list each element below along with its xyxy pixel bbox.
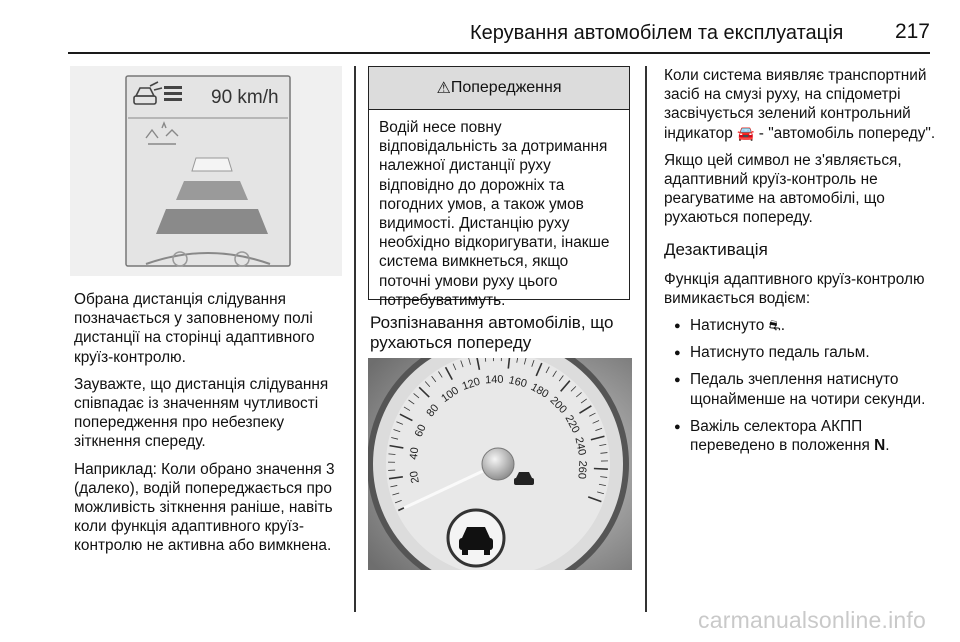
column-divider — [645, 66, 647, 612]
deactivation-intro: Функція адаптивного круїз-контролю вимикається водієм: — [664, 270, 925, 307]
speedo-tick-label: 220 — [562, 413, 582, 436]
column-divider — [354, 66, 356, 612]
warning-title: Попередження — [450, 79, 562, 96]
example-paragraph: Наприклад: Коли обрано значення 3 (далеко), водій попереджається про можливість зіткнення раніше, навіть коли функція адаптивного круїз-контролю не активна або вимкнена. — [74, 460, 335, 555]
acc-off-icon: ⛐ — [768, 317, 781, 334]
speedo-tick-label: 80 — [424, 402, 442, 420]
speedo-tick-label: 200 — [547, 394, 569, 417]
section-heading-vehicle-detection: Розпізнавання автомобілів, що рухаються попереду — [370, 313, 614, 352]
warning-header — [369, 67, 629, 110]
list-item: ● Важіль селектора АКПП переведено в положення N. — [664, 417, 936, 455]
speedo-tick-label: 160 — [507, 374, 529, 391]
no-symbol-paragraph: Якщо цей символ не з'являється, адаптивний круїз-контроль не реагуватиме на автомобілі, що рухаються попереду. — [664, 151, 902, 227]
header-rule — [68, 52, 930, 54]
needle-hub — [482, 448, 514, 480]
speedo-tick-label: 260 — [575, 460, 589, 480]
vehicle-ahead-icon: 🚘 — [737, 124, 755, 141]
detection-paragraph: Коли система виявляє транспортний засіб на смузі руху, на спідометрі засвічується зелений контрольний індикатор 🚘 - "автомобіль попереду". — [664, 67, 936, 142]
note-paragraph: Зауважте, що дистанція слідування співпадає із значенням чутливості попередження про небезпеку зіткнення спереду. — [74, 375, 329, 451]
speedo-tick — [594, 469, 608, 470]
speedo-tick-label: 140 — [484, 373, 504, 387]
distance-bars-icon — [164, 86, 182, 101]
speedometer-illustration — [368, 358, 632, 570]
warning-box — [368, 66, 630, 309]
speedo-tick-label: 240 — [572, 436, 589, 457]
list-item: ● Педаль зчеплення натиснуто щонайменше на чотири секунди. — [664, 370, 936, 408]
page-header-title: Керування автомобілем та експлуатація — [470, 22, 844, 44]
deactivation-list — [664, 316, 936, 455]
figure-caption: Обрана дистанція слідування позначається у заповненому полі дистанції на сторінці адаптивного круїз-контролю. — [74, 291, 315, 366]
acc-display-figure — [70, 66, 342, 276]
list-item: ● Натиснуто педаль гальм. — [664, 343, 936, 362]
section-heading-deactivation: Дезактивація — [664, 239, 768, 259]
speedometer-figure — [368, 358, 632, 570]
page-number: 217 — [894, 20, 930, 43]
speedo-tick-label: 20 — [408, 470, 422, 485]
list-item: ● Натиснуто ⛐. — [664, 316, 936, 335]
speedo-tick-label: 180 — [528, 381, 551, 401]
speedo-tick-label: 60 — [412, 422, 429, 439]
speedo-tick-label: 40 — [407, 446, 422, 461]
speedo-tick-label: 100 — [439, 384, 462, 405]
warning-triangle-icon: ⚠ — [436, 80, 451, 97]
watermark: carmanualsonline.info — [698, 607, 926, 633]
speed-readout: 90 km/h — [211, 87, 279, 108]
warning-body: Водій несе повну відповідальність за дотримання належної дистанції руху відповідно до дорожніх та погодних умов, а також умов видимості. Дистанцію руху необхідно відкоригувати, інакше система вимкнеться, якщо поточні умови руху цього потребуватимуть. — [379, 119, 610, 309]
speedo-tick-label: 120 — [460, 375, 482, 393]
acc-display-illustration — [70, 66, 342, 276]
